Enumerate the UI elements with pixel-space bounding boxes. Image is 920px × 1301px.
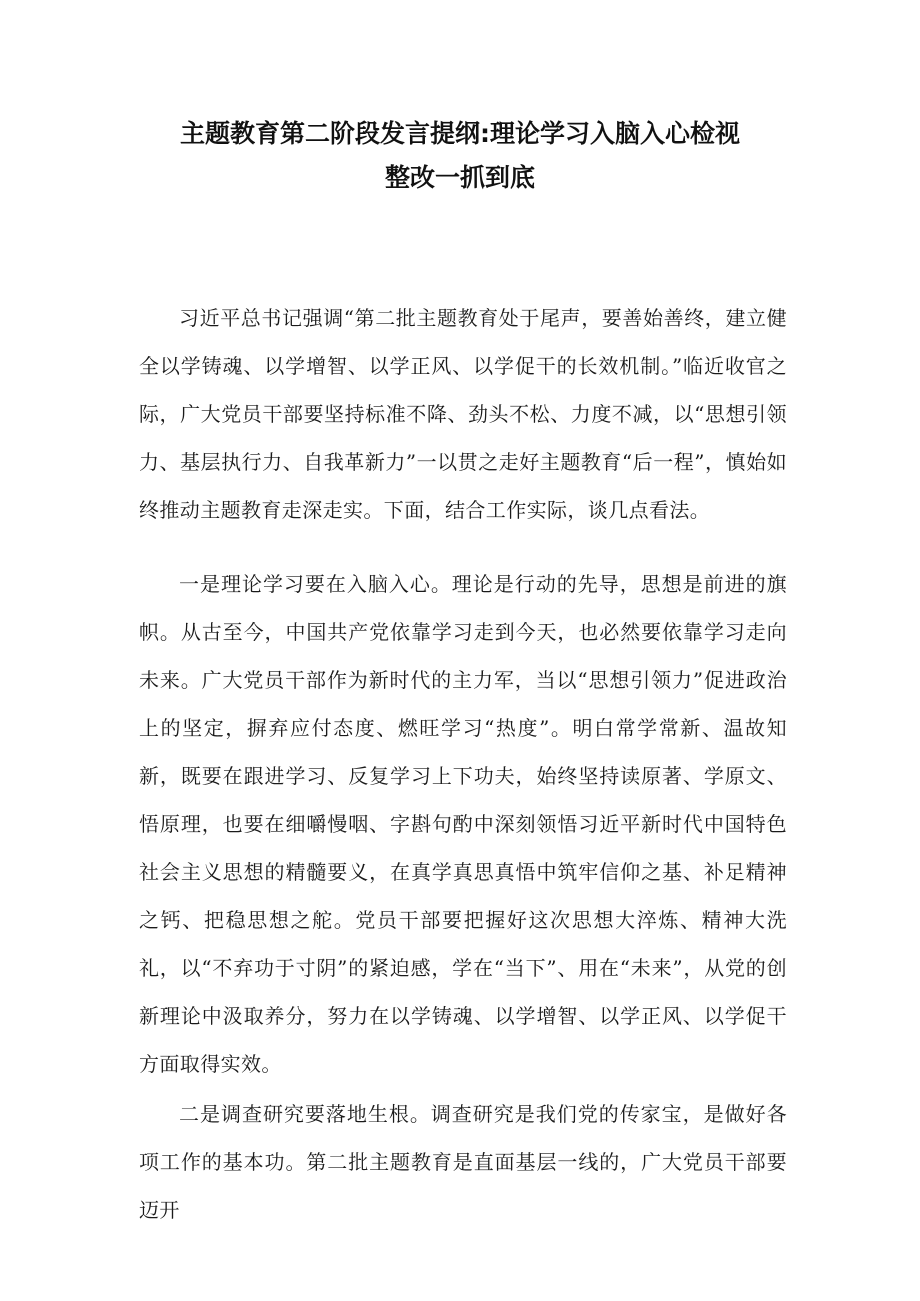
paragraph-theory-study: 一是理论学习要在入脑入心。理论是行动的先导，思想是前进的旗帜。从古至今，中国共产党依靠学习走到今天，也必然要依靠学习走向未来。广大党员干部作为新时代的主力军，当以“思想引领力”促进政治上的坚定，摒弃应付态度、燃旺学习“热度”。明白常学常新、温故知新，既要在跟进学习、反复学习上下功夫，始终坚持读原著、学原文、悟原理，也要在细嚼慢咽、字斟句酌中深刻领悟习近平新时代中国特色社会主义思想的精髓要义，在真学真思真悟中筑牢信仰之基、补足精神之钙、把稳思想之舵。党员干部要把握好这次思想大淬炼、精神大洗礼，以“不弃功于寸阴”的紧迫感，学在“当下”、用在“未来”，从党的创新理论中汲取养分，努力在以学铸魂、以学增智、以学正风、以学促干方面取得实效。 [139, 572, 787, 1076]
paragraph-intro: 习近平总书记强调“第二批主题教育处于尾声，要善始善终，建立健全以学铸魂、以学增智、以学正风、以学促干的长效机制。”临近收官之际，广大党员干部要坚持标准不降、劲头不松、力度不减，以“思想引领力、基层执行力、自我革新力”一以贯之走好主题教育“后一程”，慎始如终推动主题教育走深走实。下面，结合工作实际，谈几点看法。 [139, 306, 787, 522]
document-title [100, 112, 820, 200]
title-line-2: 整改一抓到底 [384, 163, 535, 192]
paragraph-research: 二是调查研究要落地生根。调查研究是我们党的传家宝，是做好各项工作的基本功。第二批主题教育是直面基层一线的，广大党员干部要迈开 [139, 1102, 787, 1222]
title-line-1: 主题教育第二阶段发言提纲:理论学习入脑入心检视 [180, 119, 740, 148]
